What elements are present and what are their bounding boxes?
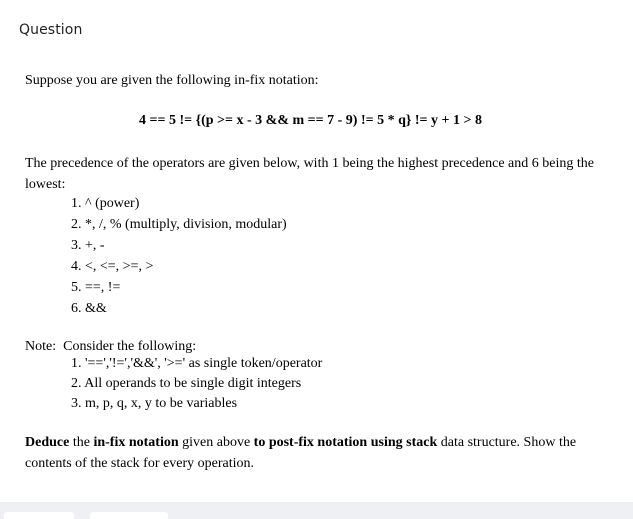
infix-expression: 4 == 5 != {(p >= x - 3 && m == 7 - 9) != 5 * q} != y + 1 > 8 bbox=[139, 113, 482, 128]
deduce-bold-1: Deduce bbox=[25, 435, 70, 450]
bottom-tab[interactable] bbox=[4, 512, 74, 519]
note-item: 3. m, p, q, x, y to be variables bbox=[71, 396, 238, 411]
deduce-bold-5: to post-fix notation using stack bbox=[253, 435, 438, 450]
question-intro bbox=[25, 71, 615, 91]
note-item: 2. All operands to be single digit integers bbox=[71, 376, 302, 391]
precedence-item: 6. && bbox=[71, 301, 107, 316]
precedence-item: 3. +, - bbox=[71, 238, 105, 253]
precedence-item: 5. ==, != bbox=[71, 280, 121, 295]
question-header: Question bbox=[19, 22, 83, 38]
bottom-tab[interactable] bbox=[90, 512, 168, 519]
deduce-instruction bbox=[25, 432, 617, 474]
precedence-intro: The precedence of the operators are given below, with 1 being the highest precedence and 6 being the lowest: bbox=[25, 156, 594, 192]
deduce-text-4: given above bbox=[178, 435, 254, 450]
note-intro: Consider the following: bbox=[63, 339, 197, 354]
precedence-item: 4. <, <=, >=, > bbox=[71, 259, 154, 274]
precedence-list bbox=[71, 193, 287, 319]
deduce-bold-3: in-fix notation bbox=[93, 435, 179, 450]
precedence-item: 1. ^ (power) bbox=[71, 196, 140, 211]
note-item: 1. '==','!=','&&', '>=' as single token/operator bbox=[71, 356, 323, 371]
note-label: Note: bbox=[25, 339, 57, 354]
deduce-text-6: data structure. Show the contents of the stack for every operation. bbox=[25, 435, 577, 471]
intro-text: Suppose you are given the following in-fix notation: bbox=[25, 73, 319, 88]
deduce-text-2: the bbox=[69, 435, 94, 450]
precedence-item: 2. *, /, % (multiply, division, modular) bbox=[71, 217, 287, 232]
note-list bbox=[71, 354, 322, 414]
